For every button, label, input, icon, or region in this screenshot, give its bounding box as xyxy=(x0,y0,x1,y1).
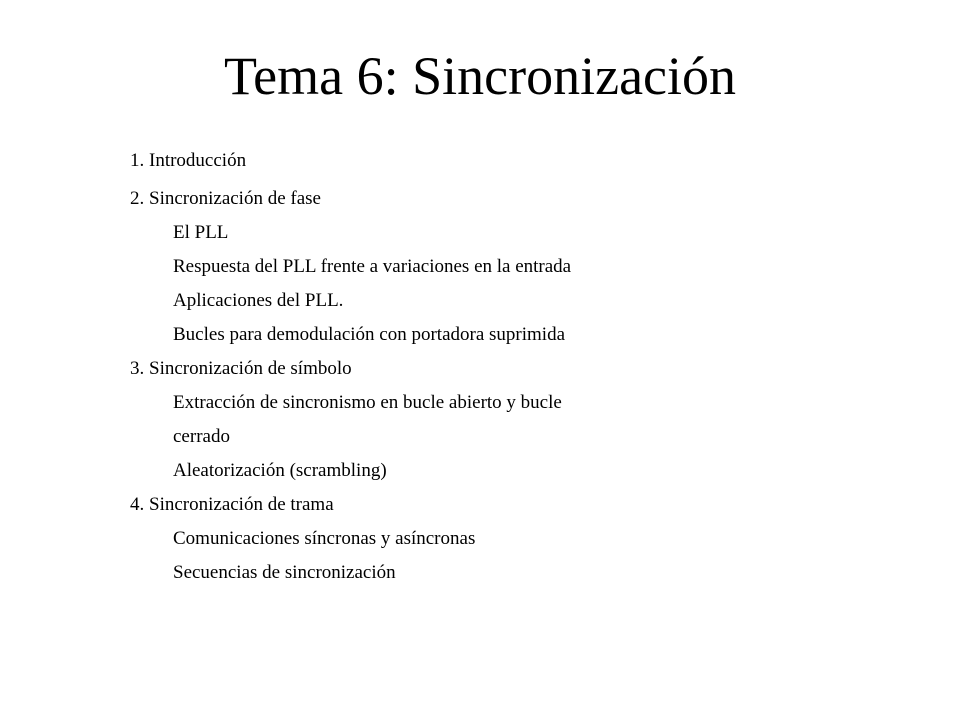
subtopic-aplicaciones-pll: Aplicaciones del PLL. xyxy=(173,290,344,311)
subtopic-extraccion-sincronismo: Extracción de sincronismo en bucle abierto y bucle xyxy=(173,392,562,413)
subtopic-el-pll: El PLL xyxy=(173,222,229,243)
subtopic-respuesta-pll: Respuesta del PLL frente a variaciones en la entrada xyxy=(173,256,572,277)
section-heading-sincronizacion-simbolo: 3. Sincronización de símbolo xyxy=(130,358,352,379)
subtopic-extraccion-sincronismo-cont: cerrado xyxy=(173,426,230,447)
subtopic-comunicaciones: Comunicaciones síncronas y asíncronas xyxy=(173,528,476,549)
slide-title: Tema 6: Sincronización xyxy=(223,46,737,106)
subtopic-bucles-demodulacion: Bucles para demodulación con portadora suprimida xyxy=(173,324,566,345)
subtopic-secuencias: Secuencias de sincronización xyxy=(173,562,396,583)
section-heading-introduccion: 1. Introducción xyxy=(130,150,247,171)
subtopic-aleatorizacion: Aleatorización (scrambling) xyxy=(173,460,387,481)
section-heading-sincronizacion-trama: 4. Sincronización de trama xyxy=(130,494,334,515)
topic-outline xyxy=(130,144,830,590)
section-heading-sincronizacion-fase: 2. Sincronización de fase xyxy=(130,188,321,209)
